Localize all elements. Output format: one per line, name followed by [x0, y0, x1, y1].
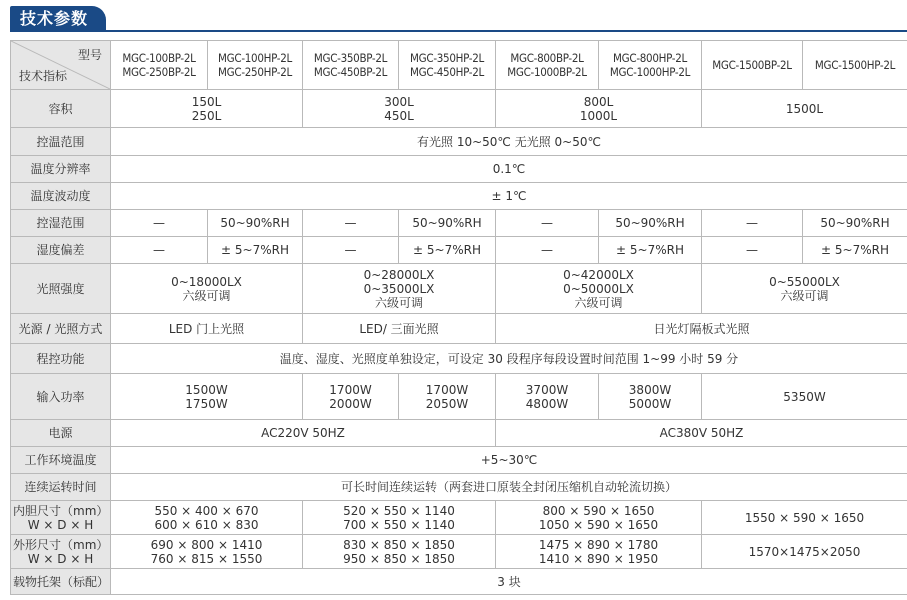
value-cell: LED 门上光照 — [111, 314, 303, 344]
row-label: 外形尺寸（mm） W × D × H — [11, 535, 111, 569]
value-cell: 0~55000LX 六级可调 — [702, 264, 907, 314]
inner-size-row — [11, 501, 907, 535]
value-cell: 可长时间连续运转（两套进口原装全封闭压缩机自动轮流切换） — [111, 474, 907, 501]
value-cell: 800L 1000L — [496, 90, 702, 128]
model-cell: MGC-1500BP-2L — [702, 41, 803, 90]
value-cell: 800 × 590 × 1650 1050 × 590 × 1650 — [496, 501, 702, 535]
value-cell: +5~30℃ — [111, 447, 907, 474]
value-cell: 150L 250L — [111, 90, 303, 128]
value-cell: 1500W 1750W — [111, 374, 303, 420]
row-label: 光源 / 光照方式 — [11, 314, 111, 344]
value-cell: — — [303, 210, 399, 237]
power-supply-row — [11, 420, 907, 447]
row-label: 工作环境温度 — [11, 447, 111, 474]
value-cell: ± 5~7%RH — [803, 237, 907, 264]
value-cell: 830 × 850 × 1850 950 × 850 × 1850 — [303, 535, 496, 569]
section-title: 技术参数 — [10, 6, 106, 32]
value-cell: — — [702, 237, 803, 264]
value-cell: LED/ 三面光照 — [303, 314, 496, 344]
header-rule — [10, 30, 907, 32]
row-label: 载物托架（标配） — [11, 569, 111, 595]
row-label: 光照强度 — [11, 264, 111, 314]
value-cell: 日光灯隔板式光照 — [496, 314, 907, 344]
light-source-row — [11, 314, 907, 344]
model-cell: MGC-100BP-2L MGC-250BP-2L — [111, 41, 208, 90]
value-cell: ± 5~7%RH — [208, 237, 303, 264]
temp-fluctuation-row — [11, 183, 907, 210]
value-cell: 1500L — [702, 90, 907, 128]
value-cell: — — [111, 237, 208, 264]
value-cell: ± 1℃ — [111, 183, 907, 210]
value-cell: — — [496, 237, 599, 264]
value-cell: 1700W 2000W — [303, 374, 399, 420]
model-cell: MGC-100HP-2L MGC-250HP-2L — [208, 41, 303, 90]
power-row — [11, 374, 907, 420]
value-cell: 温度、湿度、光照度单独设定，可设定 30 段程序每段设置时间范围 1~99 小时 59 分 — [111, 344, 907, 374]
value-cell: ± 5~7%RH — [599, 237, 702, 264]
humidity-range-row — [11, 210, 907, 237]
model-cell: MGC-1500HP-2L — [803, 41, 907, 90]
outer-size-row — [11, 535, 907, 569]
light-intensity-row — [11, 264, 907, 314]
spec-label: 技术指标 — [19, 69, 68, 83]
row-label: 温度波动度 — [11, 183, 111, 210]
value-cell: 1570×1475×2050 — [702, 535, 907, 569]
model-cell: MGC-350HP-2L MGC-450HP-2L — [399, 41, 496, 90]
value-cell: 0~42000LX 0~50000LX 六级可调 — [496, 264, 702, 314]
model-row — [11, 41, 907, 90]
row-label: 容积 — [11, 90, 111, 128]
row-label: 控湿范围 — [11, 210, 111, 237]
capacity-row — [11, 90, 907, 128]
humidity-deviation-row — [11, 237, 907, 264]
value-cell: AC220V 50HZ — [111, 420, 496, 447]
model-label: 型号 — [77, 48, 102, 62]
value-cell: — — [111, 210, 208, 237]
row-label: 控温范围 — [11, 128, 111, 156]
value-cell: 0~28000LX 0~35000LX 六级可调 — [303, 264, 496, 314]
continuous-run-row — [11, 474, 907, 501]
row-label: 温度分辨率 — [11, 156, 111, 183]
row-label: 输入功率 — [11, 374, 111, 420]
value-cell: 520 × 550 × 1140 700 × 550 × 1140 — [303, 501, 496, 535]
temp-range-row — [11, 128, 907, 156]
row-label: 连续运转时间 — [11, 474, 111, 501]
value-cell: ± 5~7%RH — [399, 237, 496, 264]
value-cell: 690 × 800 × 1410 760 × 815 × 1550 — [111, 535, 303, 569]
model-cell: MGC-800BP-2L MGC-1000BP-2L — [496, 41, 599, 90]
value-cell: 50~90%RH — [399, 210, 496, 237]
value-cell: 1700W 2050W — [399, 374, 496, 420]
value-cell: — — [702, 210, 803, 237]
value-cell: 1475 × 890 × 1780 1410 × 890 × 1950 — [496, 535, 702, 569]
value-cell: 0.1℃ — [111, 156, 907, 183]
shelves-row — [11, 569, 907, 595]
value-cell: 3700W 4800W — [496, 374, 599, 420]
row-label: 内胆尺寸（mm） W × D × H — [11, 501, 111, 535]
value-cell: 5350W — [702, 374, 907, 420]
value-cell: 550 × 400 × 670 600 × 610 × 830 — [111, 501, 303, 535]
temp-resolution-row — [11, 156, 907, 183]
value-cell: 3 块 — [111, 569, 907, 595]
program-row — [11, 344, 907, 374]
value-cell: 50~90%RH — [599, 210, 702, 237]
row-label: 湿度偏差 — [11, 237, 111, 264]
value-cell: AC380V 50HZ — [496, 420, 907, 447]
value-cell: 1550 × 590 × 1650 — [702, 501, 907, 535]
spec-table — [10, 40, 907, 595]
value-cell: 有光照 10~50℃ 无光照 0~50℃ — [111, 128, 907, 156]
value-cell: 0~18000LX 六级可调 — [111, 264, 303, 314]
env-temp-row — [11, 447, 907, 474]
model-cell: MGC-800HP-2L MGC-1000HP-2L — [599, 41, 702, 90]
value-cell: 50~90%RH — [803, 210, 907, 237]
corner-cell — [11, 41, 111, 90]
value-cell: 300L 450L — [303, 90, 496, 128]
row-label: 程控功能 — [11, 344, 111, 374]
value-cell: — — [496, 210, 599, 237]
value-cell: — — [303, 237, 399, 264]
row-label: 电源 — [11, 420, 111, 447]
model-cell: MGC-350BP-2L MGC-450BP-2L — [303, 41, 399, 90]
value-cell: 3800W 5000W — [599, 374, 702, 420]
value-cell: 50~90%RH — [208, 210, 303, 237]
section-header — [0, 0, 907, 36]
